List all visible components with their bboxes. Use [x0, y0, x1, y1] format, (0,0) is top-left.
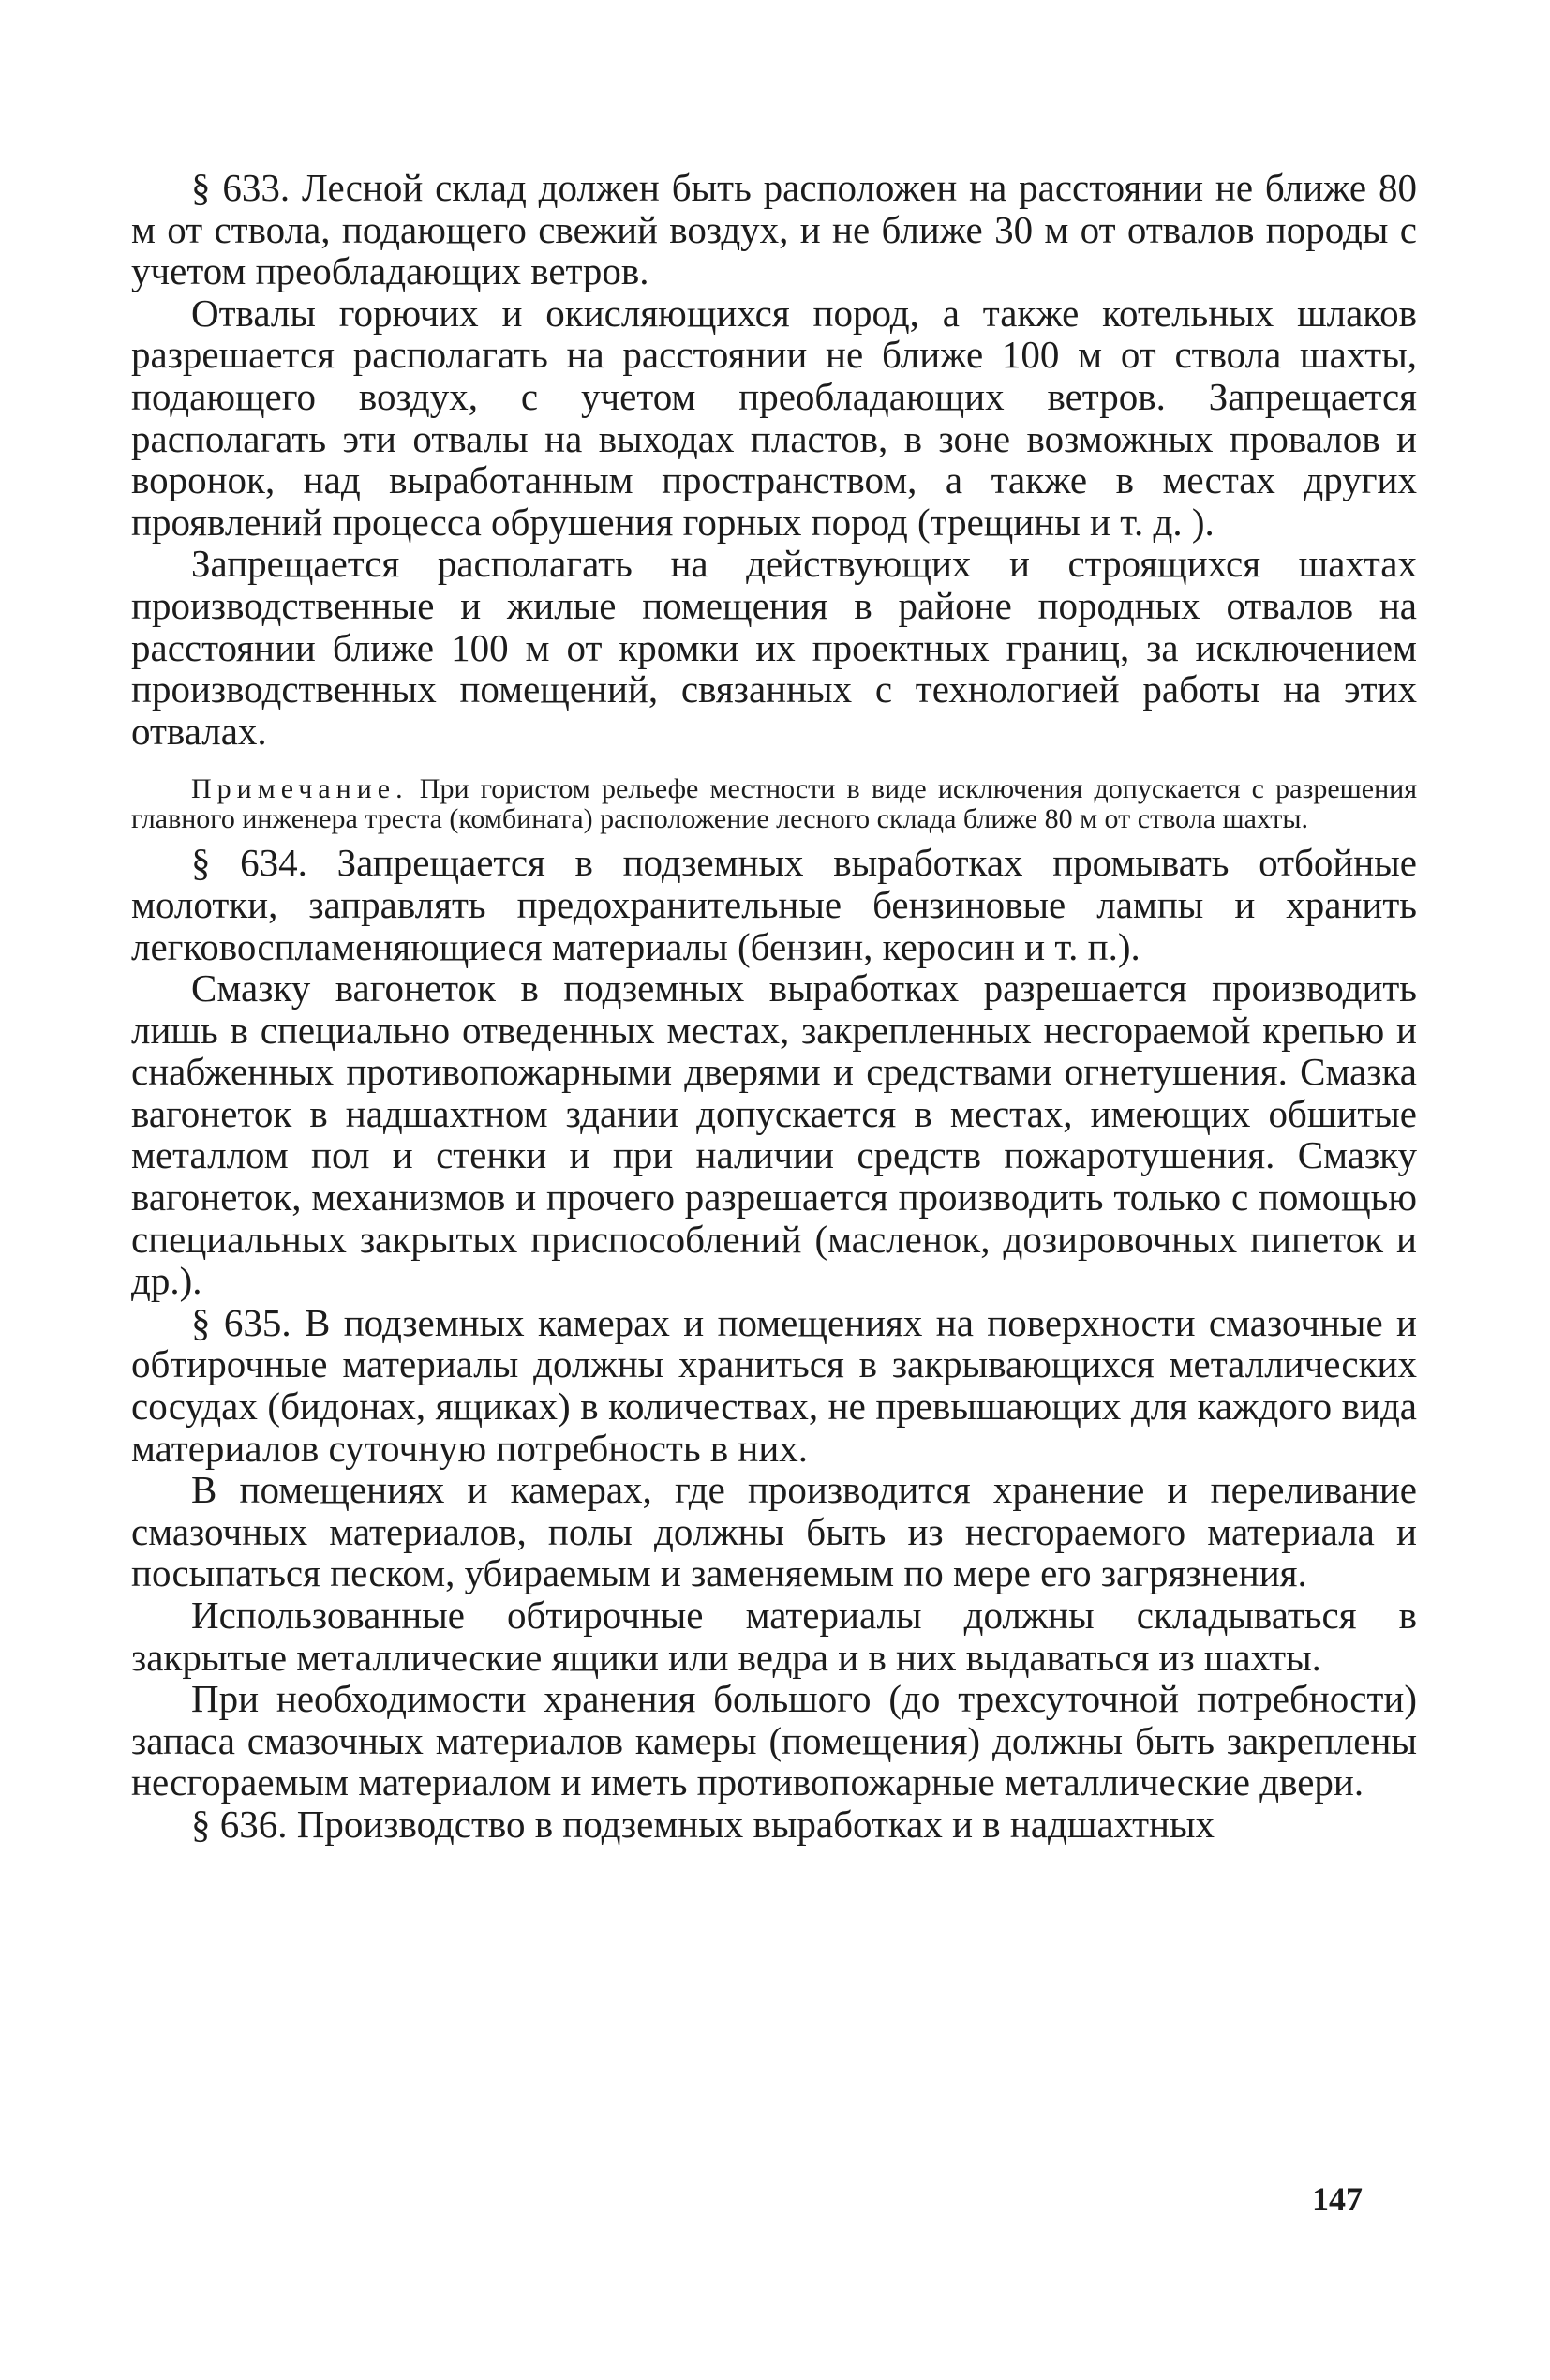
page-body [131, 167, 1417, 1846]
note-text: При гористом рельефе местности в виде исключения допускается с разрешения главного инженера треста (комбината) расположение лесного склада ближе 80 м от ствола шахты. [131, 773, 1417, 835]
paragraph-633: § 633. Лесной склад должен быть расположен на расстоянии не ближе 80 м от ствола, подающего свежий воздух, и не ближе 30 м от отвалов породы с учетом преобладающих ветров. [131, 166, 1417, 293]
paragraph-lubrication: Смазку вагонеток в подземных выработках разрешается производить лишь в специально отведенных местах, закрепленных несгораемой крепью и снабженных противопожарными дверями и средствами огнетушения. Смазка вагонеток в надшахтном здании допускается в местах, имеющих обшитые металлом пол и стенки и при наличии средств пожаротушения. Смазку вагонеток, механизмов и прочего разрешается производить только с помощью специальных закрытых приспособлений (масленок, дозировочных пипеток и др.). [131, 966, 1417, 1303]
note-label: Примечание. [191, 773, 409, 805]
paragraph-storage-rooms: В помещениях и камерах, где производится хранение и переливание смазочных материалов, полы должны быть из несгораемого материала и посыпаться песком, убираемым и заменяемым по мере его загрязнения. [131, 1468, 1417, 1595]
paragraph-premises: Запрещается располагать на действующих и строящихся шахтах производственные и жилые помещения в районе породных отвалов на расстоянии ближе 100 м от кромки их проектных границ, за исключением производственных помещений, связанных с технологией работы на этих отвалах. [131, 542, 1417, 753]
paragraph-636: § 636. Производство в подземных выработках и в надшахтных [191, 1802, 1215, 1846]
paragraph-634: § 634. Запрещается в подземных выработках промывать отбойные молотки, заправлять предохранительные бензиновые лампы и хранить легковоспламеняющиеся материалы (бензин, керосин и т. п.). [131, 841, 1417, 968]
paragraph-used-materials: Использованные обтирочные материалы должны складываться в закрытые металлические ящики или ведра и в них выдаваться из шахты. [131, 1594, 1417, 1679]
note [131, 774, 1417, 834]
paragraph-635: § 635. В подземных камерах и помещениях на поверхности смазочные и обтирочные материалы должны храниться в закрывающихся металлических сосудах (бидонах, ящиках) в количествах, не превышающих для каждого вида материалов суточную потребность в них. [131, 1300, 1417, 1470]
paragraph-dumps: Отвалы горючих и окисляющихся пород, а также котельных шлаков разрешается располагать на расстоянии не ближе 100 м от ствола шахты, подающего воздух, с учетом преобладающих ветров. Запрещается располагать эти отвалы на выходах пластов, в зоне возможных провалов и воронок, над выработанным пространством, а также в местах других проявлений процесса обрушения горных пород (трещины и т. д. ). [131, 291, 1417, 544]
paragraph-large-stock: При необходимости хранения большого (до трехсуточной потребности) запаса смазочных материалов камеры (помещения) должны быть закреплены несгораемым материалом и иметь противопожарные металлические двери. [131, 1677, 1417, 1804]
page-number: 147 [1312, 2180, 1363, 2218]
